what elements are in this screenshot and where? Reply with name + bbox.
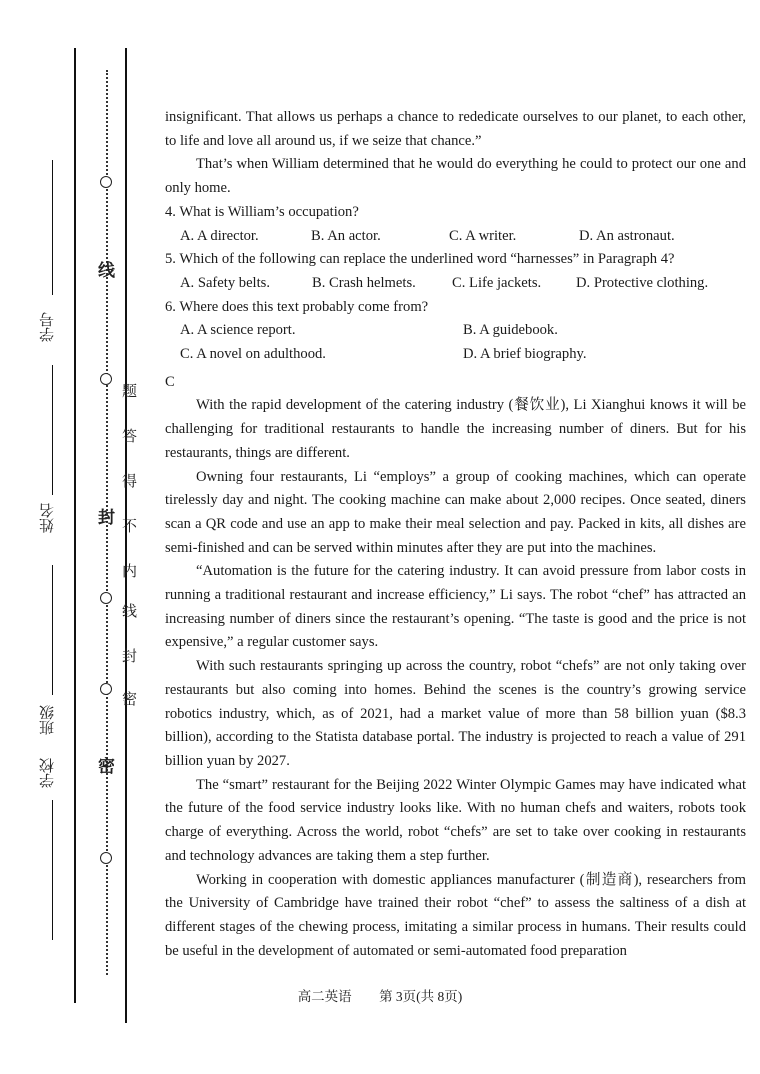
cut-circle-1 — [100, 176, 112, 188]
seal-char-nei: 内 — [122, 562, 138, 580]
q6-option-b: B. A guidebook. — [463, 322, 558, 339]
field-line-xuexiao — [52, 800, 53, 940]
q6-option-a: A. A science report. — [180, 322, 296, 339]
passage-c-paragraph-3: “Automation is the future for the catering industry. It can avoid pressure from labor costs in running a traditional restaurant and increase efficiency,” Li says. The robot “chef” has attracted an increasing number of diners since the restaurant’s opening. “The taste is good and the price is not expensive,” a regular customer says. — [165, 563, 746, 651]
seal-char-ti: 题 — [122, 382, 138, 400]
passage-c-paragraph-2: Owning four restaurants, Li “employs” a group of cooking machines, which can operate tirelessly day and night. The cooking machine can make about 2,000 recipes. Once seated, diners scan a QR code and use an app to make their meal selection and pay. Packed in kits, all dishes are semi-finished and can be served within minutes after they are put into the machines. — [165, 468, 746, 556]
seal-char-mi: 密 — [122, 690, 138, 708]
field-label-xuehao: 学号 — [38, 312, 56, 342]
q4-option-d: D. An astronaut. — [579, 227, 675, 244]
seal-char-xian: 线 — [122, 602, 138, 620]
footer-page-number: 第 3页(共 8页) — [379, 989, 463, 1004]
seal-char-bu: 不 — [122, 517, 138, 535]
outer-border-line — [74, 48, 76, 1003]
exam-content — [165, 106, 746, 963]
q5-option-b: B. Crash helmets. — [312, 274, 416, 291]
footer-subject: 高二英语 — [297, 989, 352, 1004]
q6-option-c: C. A novel on adulthood. — [180, 346, 326, 363]
binding-margin — [0, 0, 160, 1074]
q4-option-b: B. An actor. — [311, 227, 381, 244]
cut-circle-2 — [100, 373, 112, 385]
field-label-xingming: 姓名 — [38, 503, 56, 533]
seal-mi: 密 — [98, 757, 115, 777]
seal-char-de: 得 — [122, 472, 138, 490]
cut-circle-5 — [100, 852, 112, 864]
passage-c-paragraph-6: Working in cooperation with domestic appliances manufacturer (制造商), researchers from the University of Cambridge have trained their robot “chef” to assess the saltiness of a dish at different stages of the chewing process, imitating a similar process in humans. Their results could be useful in the development of automated or semi-automated food preparation — [165, 871, 746, 959]
passage-c-paragraph-4: With such restaurants springing up across the country, robot “chefs” are not only taking over restaurants but also coming into homes. Behind the scenes is the country’s growing service robotics industry, which, as of 2021, had a market value of more than 58 billion yuan ($8.3 billion), according to the Statista database portal. The industry is projected to reach a value of 291 billion yuan by 2027. — [165, 658, 746, 769]
cut-circle-4 — [100, 683, 112, 695]
question-6-options-row2 — [165, 343, 746, 367]
q4-option-c: C. A writer. — [449, 227, 517, 244]
question-4-stem: 4. What is William’s occupation? — [165, 203, 359, 220]
passage-c-paragraph-5: The “smart” restaurant for the Beijing 2022 Winter Olympic Games may have indicated what the future of the food service industry looks like. With no human chefs and waiters, robots took charge of everything. Across the world, robot “chefs” are set to take over cooking in restaurants and technology advances are taking them a step further. — [165, 776, 746, 864]
seal-feng: 封 — [98, 508, 115, 528]
question-5-stem: 5. Which of the following can replace the underlined word “harnesses” in Paragraph 4? — [165, 251, 675, 268]
q6-option-d: D. A brief biography. — [463, 346, 587, 363]
question-6-options-row1 — [165, 319, 746, 343]
seal-char-feng: 封 — [122, 647, 138, 665]
question-5-options — [165, 272, 746, 296]
seal-xian: 线 — [98, 261, 115, 281]
field-line-xingming — [52, 365, 53, 495]
q4-option-a: A. A director. — [180, 227, 259, 244]
q5-option-c: C. Life jackets. — [452, 274, 542, 291]
field-line-banji — [52, 565, 53, 695]
section-label-c: C — [165, 373, 175, 390]
page-footer — [0, 985, 760, 1005]
field-label-xuexiao: 学校 — [38, 758, 56, 788]
field-label-banji: 班级 — [38, 705, 56, 735]
q5-option-a: A. Safety belts. — [180, 274, 270, 291]
question-4-options — [165, 225, 746, 249]
seal-char-da: 答 — [122, 427, 138, 445]
cut-circle-3 — [100, 592, 112, 604]
question-6-stem: 6. Where does this text probably come from? — [165, 298, 429, 315]
q5-option-d: D. Protective clothing. — [576, 274, 709, 291]
passage-b-final-paragraph: That’s when William determined that he would do everything he could to protect our one and only home. — [165, 156, 746, 197]
field-line-xuehao — [52, 160, 53, 295]
passage-c-paragraph-1: With the rapid development of the catering industry (餐饮业), Li Xianghui knows it will be challenging for traditional restaurants to handle the increasing number of diners. But for his restaurants, things are different. — [165, 397, 746, 461]
passage-b-ending: insignificant. That allows us perhaps a chance to rededicate ourselves to our planet, to each other, to life and love all around us, if we seize that chance.” — [165, 109, 746, 149]
